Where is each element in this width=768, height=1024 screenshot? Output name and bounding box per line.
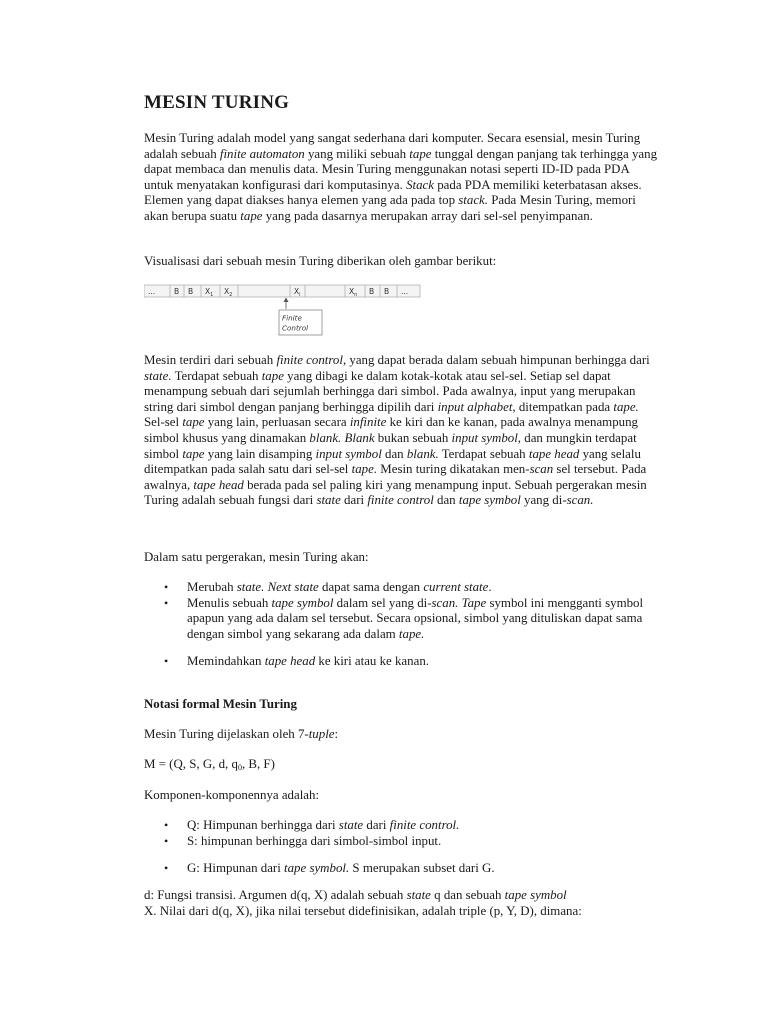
emphasis-text: tape head: [193, 477, 244, 492]
text-run: Terdapat sebuah: [438, 446, 529, 461]
emphasis-text: blank.: [406, 446, 439, 461]
emphasis-text: scan: [529, 462, 554, 477]
emphasis-text: tape head: [528, 446, 580, 461]
text-run: sel tersebut. Pada awalnya,: [144, 462, 647, 492]
emphasis-text: finite automaton: [219, 146, 305, 161]
text-run: Mesin Turing adalah model yang sangat sederhana dari komputer. Secara esensial, mesin Turing adalah sebuah: [144, 131, 641, 161]
text-run: q dan sebuah: [430, 888, 505, 902]
emphasis-text: tape: [182, 446, 205, 461]
section-heading: Notasi formal Mesin Turing: [144, 697, 297, 711]
text-run: Mesin terdiri dari sebuah: [144, 353, 277, 367]
tape: [144, 285, 420, 298]
moves-list: [144, 580, 660, 670]
tape-cell-symbol: $X_i$: [294, 287, 301, 298]
text-run: G: Himpunan dari: [187, 861, 285, 876]
text-run: Q: Himpunan berhingga dari: [187, 818, 339, 832]
text-run: dari: [363, 818, 390, 832]
emphasis-text: tape.: [351, 462, 378, 477]
text-run: Mesin Turing dijelaskan oleh 7-: [144, 727, 309, 741]
text-run: d: Fungsi transisi. Argumen d(q, X) adalah sebuah: [144, 888, 407, 902]
emphasis-text: tape: [261, 368, 284, 383]
list-item: [144, 580, 660, 596]
emphasis-text: state.: [144, 368, 172, 383]
text-run: dapat sama dengan: [318, 580, 424, 594]
text-run: , dan mungkin terdapat simbol: [144, 430, 637, 461]
list-item: [144, 834, 660, 850]
text-run: dari: [340, 493, 368, 508]
finite-control-label-line2: Control: [282, 323, 309, 333]
emphasis-text: finite control: [276, 353, 343, 367]
text-run: symbol ini mengganti symbol apapun yang ada dalam sel tersebut. Secara opsional, simbol yang dituliskan dapat sama dengan simbol yang sekarang ada dalam: [187, 595, 644, 641]
text-run: dan: [381, 446, 407, 461]
text-run: S merupakan subset dari G.: [349, 861, 495, 876]
emphasis-text: input alphabet: [437, 399, 513, 414]
turing-machine-diagram: [144, 282, 424, 342]
tape-cell-symbol: B: [384, 287, 390, 296]
emphasis-text: tape.: [398, 626, 425, 641]
emphasis-text: finite control: [367, 493, 434, 508]
emphasis-text: tape.: [613, 399, 639, 414]
emphasis-text: tape symbol: [271, 595, 334, 610]
emphasis-text: scan.: [431, 595, 459, 610]
emphasis-text: input symbol: [451, 430, 518, 445]
emphasis-text: current state: [423, 580, 489, 594]
text-run: Memindahkan: [187, 654, 265, 669]
emphasis-text: tape head: [264, 654, 316, 669]
emphasis-text: state.: [236, 580, 265, 594]
text-run: dalam sel yang di-: [333, 595, 432, 610]
emphasis-text: tape: [409, 146, 432, 161]
components-list: [144, 818, 660, 877]
tuple-prefix: M = (Q, S, G, d, q: [144, 757, 238, 771]
paragraph-intro: [144, 131, 660, 225]
finite-control-label-line1: Finite: [282, 313, 302, 323]
emphasis-text: state: [316, 493, 341, 508]
tape-cell-subscript: i: [299, 292, 301, 298]
tape-cell-symbol: B: [188, 287, 194, 296]
paragraph-transition-line1: [144, 888, 660, 904]
tape-cell-symbol: $X_n$: [349, 287, 358, 298]
text-run: Terdapat sebuah: [171, 368, 262, 383]
emphasis-text: tape: [240, 208, 263, 223]
text-run: :: [334, 727, 339, 741]
text-run: yang miliki sebuah: [304, 146, 410, 161]
tape-cell-subscript: n: [354, 292, 358, 298]
paragraph-visualisation: Visualisasi dari sebuah mesin Turing diberikan oleh gambar berikut:: [144, 254, 497, 268]
emphasis-text: state: [406, 888, 431, 902]
emphasis-text: tape symbol: [504, 888, 567, 902]
text-run: S: himpunan berhingga dari simbol-simbol input.: [187, 833, 442, 848]
emphasis-text: state: [338, 818, 364, 832]
tuple-suffix: , B, F): [241, 757, 275, 771]
tape-cell-symbol: B: [174, 287, 180, 296]
list-item: [144, 861, 660, 877]
text-run: tunggal dengan panjang tak terhingga yang dapat membaca dan menulis data. Mesin Turing menggunakan notasi seperti ID-ID pada PDA untuk menyatakan konfigurasi dari komputasinya.: [144, 146, 658, 192]
emphasis-text: Stack: [406, 177, 434, 192]
tape-cell-subscript: 2: [229, 292, 233, 298]
tape-background: [144, 285, 420, 297]
paragraph-description: [144, 353, 660, 509]
tape-cell-symbol: $X_1$: [205, 287, 214, 298]
text-run: yang lain disamping: [204, 446, 316, 461]
tape-cell-symbol: $X_2$: [224, 287, 233, 298]
emphasis-text: infinite: [349, 415, 387, 430]
text-run: Merubah: [187, 580, 237, 594]
diagram-svg: [144, 282, 424, 342]
list-item: [144, 654, 660, 670]
emphasis-text: Tape: [461, 595, 487, 610]
tape-cell-symbol: ...: [148, 287, 156, 296]
tuple-definition: [144, 757, 660, 776]
text-run: berada pada sel paling kiri yang menampung input. Sebuah pergerakan mesin Turing adalah sebuah fungsi dari: [144, 477, 647, 508]
emphasis-text: tape: [182, 415, 205, 430]
list-item: [144, 596, 660, 643]
text-run: Pada Mesin Turing, memori akan berupa suatu: [144, 193, 636, 223]
emphasis-text: tape symbol: [458, 493, 521, 508]
tape-cell-subscript: 1: [210, 292, 214, 298]
text-run: yang selalu ditempatkan pada salah satu dari sel-sel: [144, 446, 641, 477]
tape-head-arrowhead: [284, 298, 289, 303]
list-item: [144, 818, 660, 834]
paragraph-components: Komponen-komponennya adalah:: [144, 788, 320, 802]
emphasis-text: finite control.: [389, 818, 460, 832]
text-run: yang lain, perluasan secara: [204, 415, 350, 430]
text-run: yang di-: [520, 493, 567, 508]
tape-cell-symbol: B: [369, 287, 375, 296]
emphasis-text: tape symbol.: [284, 861, 350, 876]
emphasis-text: blank. Blank: [309, 430, 375, 445]
paragraph-tuple-intro: [144, 727, 660, 743]
text-run: pada PDA memiliki keterbatasan akses. Elemen yang dapat diakses hanya elemen yang ada pada top: [144, 177, 642, 208]
paragraph-transition-line2: X. Nilai dari d(q, X), jika nilai tersebut didefinisikan, adalah triple (p, Y, D), dimana:: [144, 904, 582, 918]
text-run: , yang dapat berada dalam sebuah himpunan berhingga dari: [342, 353, 650, 367]
emphasis-text: scan.: [566, 493, 594, 508]
emphasis-text: stack.: [458, 193, 488, 208]
emphasis-text: input symbol: [315, 446, 382, 461]
text-run: , ditempatkan pada: [512, 399, 614, 414]
emphasis-text: tuple: [308, 727, 335, 741]
text-run: dan: [433, 493, 459, 508]
emphasis-text: Next state: [267, 580, 319, 594]
tape-cell-symbol: ...: [401, 287, 409, 296]
text-run: Mesin turing dikatakan men-: [377, 462, 530, 477]
text-run: yang pada dasarnya merupakan array dari sel-sel penyimpanan.: [262, 208, 593, 223]
text-run: Sel-sel: [144, 415, 183, 430]
text-run: yang dibagi ke dalam kotak-kotak atau sel-sel. Setiap sel dapat menampung sebuah dari sejumlah berhingga dari simbol. Pada awalnya, input yang merupakan string dari simbol dengan panjang berhingga dipilih dari: [144, 368, 636, 414]
text-run: ke kiri dan ke kanan, pada awalnya menampung simbol khusus yang dinamakan: [144, 415, 638, 445]
text-run: Menulis sebuah: [187, 595, 272, 610]
paragraph-moves: Dalam satu pergerakan, mesin Turing akan:: [144, 550, 369, 564]
text-run: .: [488, 580, 492, 594]
text-run: bukan sebuah: [374, 430, 452, 445]
page-title: MESIN TURING: [144, 92, 290, 113]
tuple-subscript: 0: [237, 763, 242, 772]
text-run: ke kiri atau ke kanan.: [315, 654, 429, 669]
